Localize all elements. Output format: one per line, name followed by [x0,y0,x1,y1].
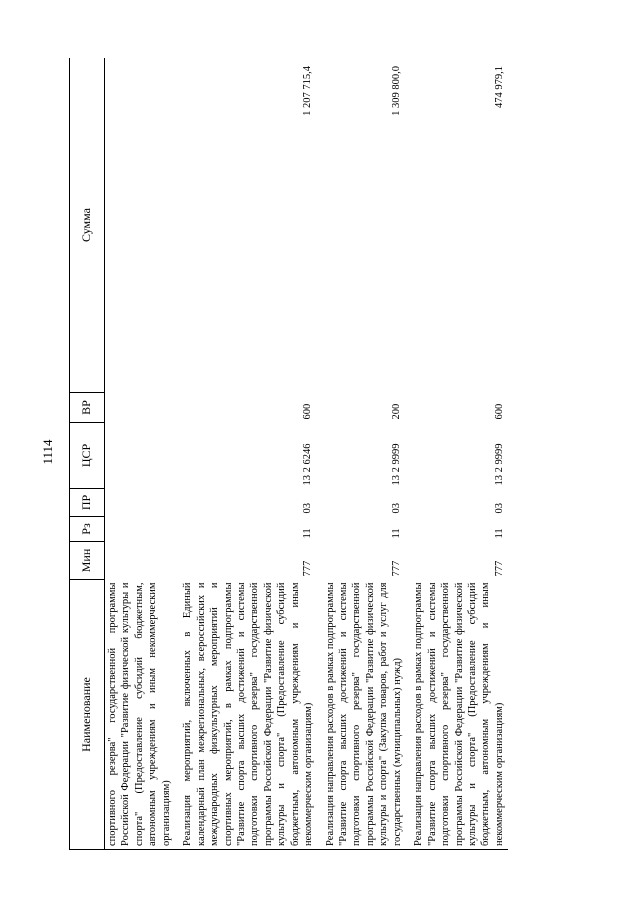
row-min: 777 [302,560,314,577]
row-csr: 13 2 9999 [390,443,402,486]
header-pr: ПР [70,489,105,517]
row-vr: 600 [493,403,505,420]
row-rz [105,517,174,542]
header-csr: ЦСР [70,423,105,489]
header-rz: Рз [70,517,105,542]
row-pr [105,489,174,517]
table-row [404,58,508,850]
table-row [105,58,174,850]
row-csr: 13 2 9999 [493,443,505,486]
row-vr [105,393,174,423]
row-vr: 600 [302,403,314,420]
row-pr: 03 [302,503,314,514]
row-sum: 1 309 800,0 [316,58,405,393]
row-min: 777 [493,560,505,577]
row-sum: 1 207 715,4 [173,58,315,393]
row-csr [105,423,174,489]
row-pr: 03 [493,503,505,514]
header-min: Мин [70,542,105,580]
row-min: 777 [390,560,402,577]
row-rz: 11 [493,528,505,539]
page-number: 1114 [40,439,55,465]
row-vr: 200 [390,403,402,420]
row-name: Реализация направления расходов в рамках подпрограммы "Развитие спорта высших достижений и системы подготовки спортивного резерва" государственной программы Российской Федерации "Развитие физической культуры и спорта" (Закупка товаров, работ и услуг для государственных (муниципальных) нужд) [316,580,405,850]
row-min [105,542,174,580]
row-sum: 474 979,1 [404,58,508,393]
row-rz: 11 [390,528,402,539]
row-name: Реализация мероприятий, включенных в Единый календарный план межрегиональных, всероссийских и международных физкультурных мероприятий и спортивных мероприятий, в рамках подпрограммы "Развитие спорта высших достижений и системы подготовки спортивного резерва" государственной программы Российской Федерации "Развитие физической культуры и спорта" (Предоставление субсидий бюджетным, автономным учреждениям и иным некоммерческим организациям) [173,580,315,850]
table-row [316,58,405,850]
header-name: Наименование [70,580,105,850]
budget-table-container [69,58,585,850]
header-sum: Сумма [70,58,105,393]
budget-table [69,58,508,850]
table-header-row [70,58,105,850]
row-name: Реализация направления расходов в рамках подпрограммы "Развитие спорта высших достижений и системы подготовки спортивного резерва" государственной программы Российской Федерации "Развитие физической культуры и спорта" (Предоставление субсидий бюджетным, автономным учреждениям и иным некоммерческим организациям) [404,580,508,850]
row-pr: 03 [390,503,402,514]
table-row [173,58,315,850]
rotated-table-frame [69,58,585,850]
row-csr: 13 2 6246 [302,443,314,486]
row-sum [105,58,174,393]
row-name: спортивного резерва" государственной программы Российской Федерации "Развитие физической культуры и спорта" (Предоставление субсидий бюджетным, автономным учреждениям и иным некоммерческим организациям) [105,580,174,850]
header-vr: ВР [70,393,105,423]
row-rz: 11 [302,528,314,539]
